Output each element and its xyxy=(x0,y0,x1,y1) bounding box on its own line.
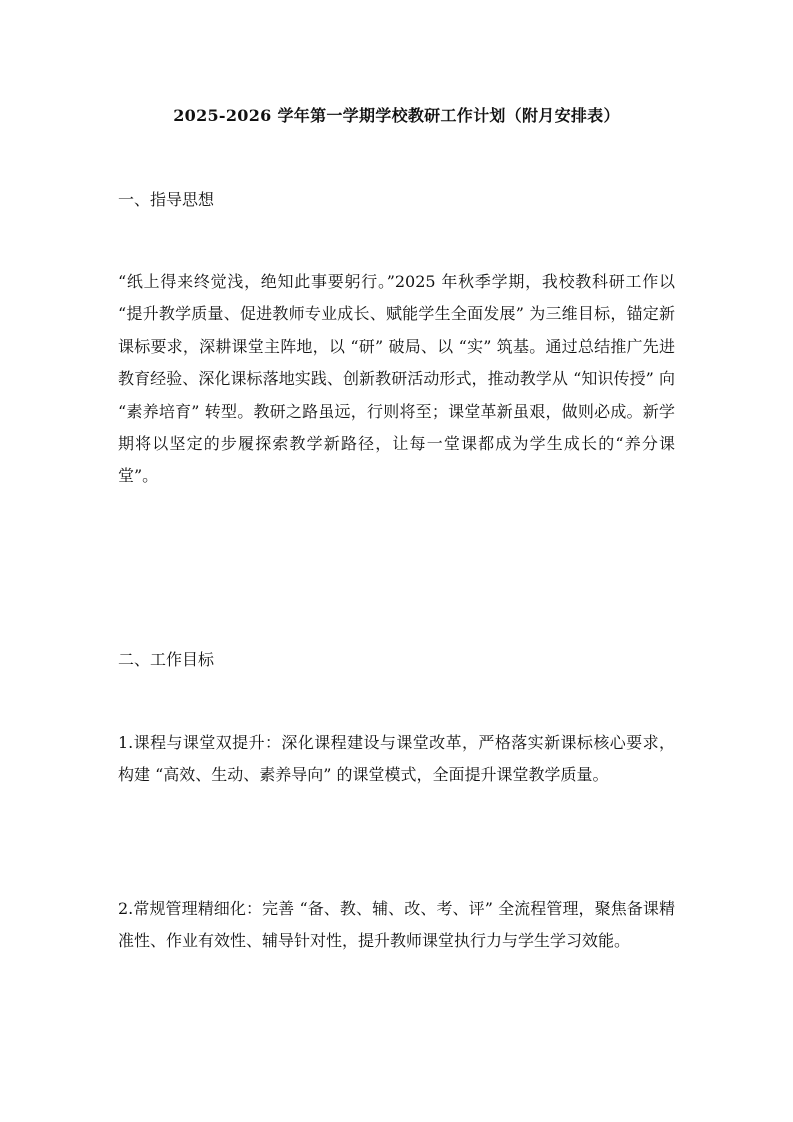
document-title: 2025-2026 学年第一学期学校教研工作计划（附月安排表） xyxy=(173,106,620,125)
paragraph-goal-2: 2.常规管理精细化：完善 “备、教、辅、改、考、评” 全流程管理，聚焦备课精准性、作业有效性、辅导针对性，提升教师课堂执行力与学生学习效能。 xyxy=(118,899,675,951)
section-heading-guiding-ideology: 一、指导思想 xyxy=(118,190,215,209)
paragraph-goal-1: 1.课程与课堂双提升：深化课程建设与课堂改革，严格落实新课标核心要求，构建 “高效、生动、素养导向” 的课堂模式，全面提升课堂教学质量。 xyxy=(118,733,675,785)
paragraph-guiding-ideology: “纸上得来终觉浅，绝知此事要躬行。”2025 年秋季学期，我校教科研工作以 “提升教学质量、促进教师专业成长、赋能学生全面发展” 为三维目标，锚定新课标要求，深耕课堂主阵地，以 “研” 破局、以 “实” 筑基。通过总结推广先进教育经验、深化课标落地实践、创新教研活动形式，推动教学从 “知识传授” 向 “素养培育” 转型。教研之路虽远，行则将至；课堂革新虽艰，做则必成。新学期将以坚定的步履探索教学新路径，让每一堂课都成为学生成长的“养分课堂”。 xyxy=(118,272,675,486)
section-heading-work-goals: 二、工作目标 xyxy=(118,650,215,669)
